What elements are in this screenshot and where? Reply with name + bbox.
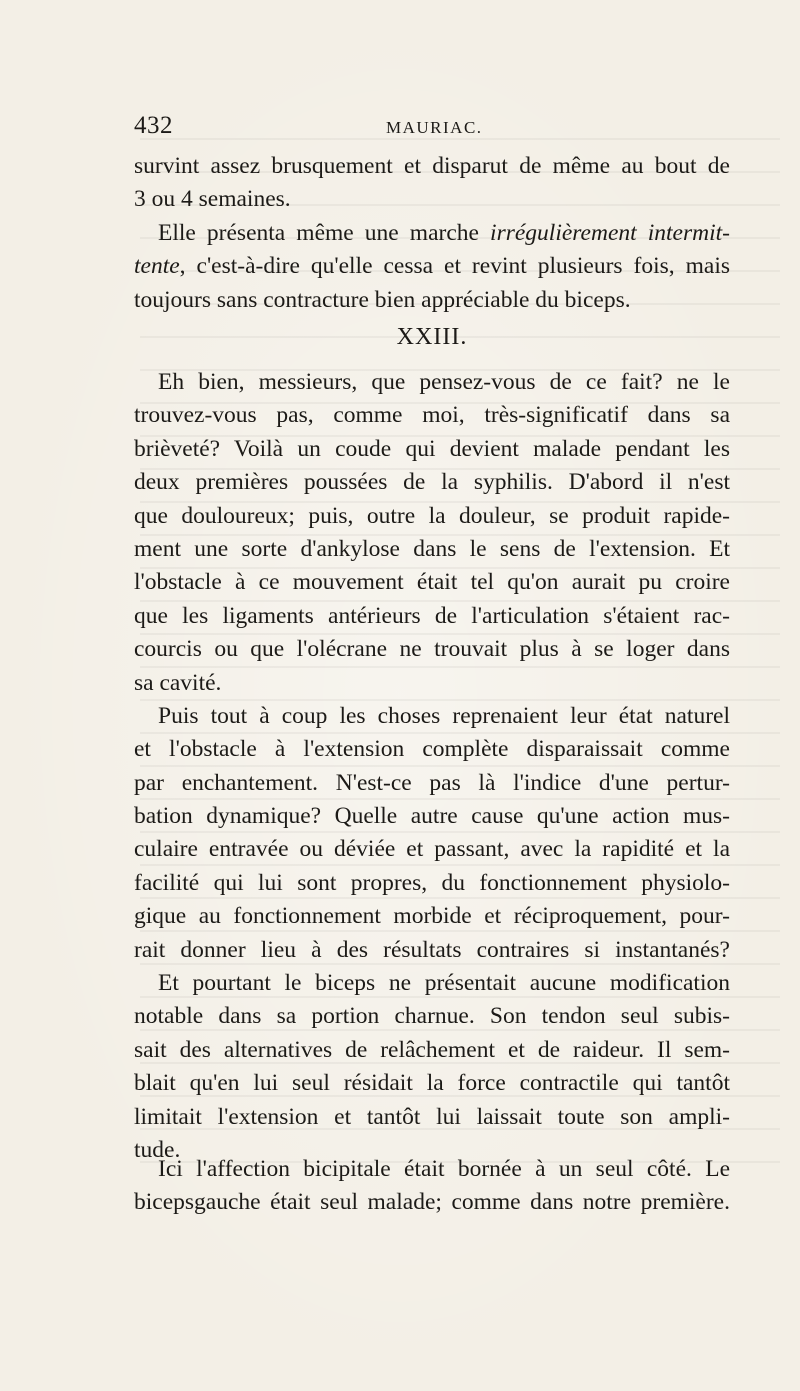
text-line: blait qu'en lui seul résidait la force contractile qui tantôt xyxy=(134,1070,730,1097)
text-line: culaire entravée ou déviée et passant, avec la rapidité et la xyxy=(134,836,730,863)
text-line: notable dans sa portion charnue. Son tendon seul subis- xyxy=(134,1003,730,1030)
text-line: tude. xyxy=(134,1136,181,1163)
italic-run: tente xyxy=(134,253,180,280)
text-block-bottom xyxy=(134,1153,730,1220)
text-line: courcis ou que l'olécrane ne trouvait plus à se loger dans xyxy=(134,636,730,663)
text-block-top xyxy=(134,150,730,317)
text-line: bation dynamique? Quelle autre cause qu'une action mus- xyxy=(134,803,730,830)
running-head xyxy=(134,112,730,142)
text-run: , c'est-à-dire qu'elle cessa et revint plusieurs fois, mais xyxy=(179,253,730,280)
text-line: gique au fonctionnement morbide et réciproquement, pour- xyxy=(134,903,730,930)
text-line: sait des alternatives de relâchement et de raideur. Il sem- xyxy=(134,1036,730,1063)
text-line xyxy=(134,250,730,283)
text-line: Ici l'affection bicipitale était bornée à un seul côté. Le xyxy=(158,1156,730,1182)
text-line: brièveté? Voilà un coude qui devient malade pendant les xyxy=(134,435,730,462)
text-line: par enchantement. N'est-ce pas là l'indice d'une pertur- xyxy=(134,769,730,796)
text-line: Eh bien, messieurs, que pensez-vous de ce fait? ne le xyxy=(158,369,730,395)
text-line: trouvez-vous pas, comme moi, très-significatif dans sa xyxy=(134,402,730,429)
text-line: facilité qui lui sont propres, du fonctionnement physiolo- xyxy=(134,869,730,896)
text-line: que les ligaments antérieurs de l'articulation s'étaient rac- xyxy=(134,602,730,629)
text-block-main xyxy=(134,366,730,1167)
text-line: rait donner lieu à des résultats contraires si instantanés? xyxy=(134,936,730,963)
text-line: l'obstacle à ce mouvement était tel qu'on aurait pu croire xyxy=(134,569,730,596)
text-line: sa cavité. xyxy=(134,669,222,696)
section-heading: XXIII. xyxy=(396,324,468,350)
text-line: que douloureux; puis, outre la douleur, se produit rapide- xyxy=(134,502,730,529)
text-line: Et pourtant le biceps ne présentait aucune modification xyxy=(158,970,730,997)
text-line: survint assez brusquement et disparut de même au bout de xyxy=(134,153,730,179)
text-line: ment une sorte d'ankylose dans le sens de l'extension. Et xyxy=(134,535,730,562)
text-line: 3 ou 4 semaines. xyxy=(134,186,291,213)
text-line: deux premières poussées de la syphilis. D'abord il n'est xyxy=(134,469,730,496)
text-line: Puis tout à coup les choses reprenaient leur état naturel xyxy=(158,702,730,729)
text-line: toujours sans contracture bien appréciable du biceps. xyxy=(134,286,631,313)
text-line: et l'obstacle à l'extension complète disparaissait comme xyxy=(134,736,730,763)
text-line xyxy=(134,217,730,250)
text-run: Elle présenta même une marche xyxy=(158,219,491,246)
text-line: bicepsgauche était seul malade; comme dans notre première. xyxy=(134,1189,730,1216)
italic-run: irrégulièrement intermit- xyxy=(490,219,730,246)
running-title: MAURIAC. xyxy=(386,118,483,137)
page-number: 432 xyxy=(134,112,173,139)
text-line: limitait l'extension et tantôt lui laissait toute son ampli- xyxy=(134,1103,730,1130)
